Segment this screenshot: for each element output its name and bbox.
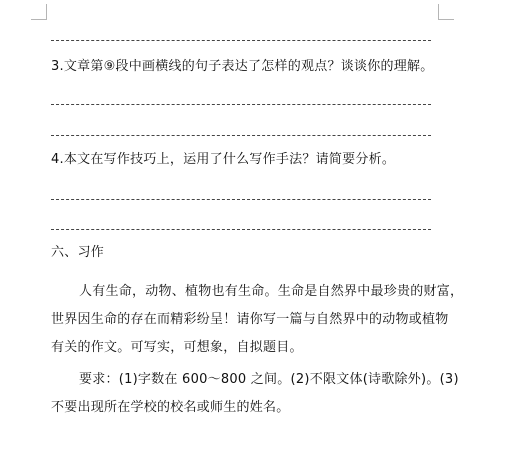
question-4-text: 4.本文在写作技巧上，运用了什么写作手法？请简要分析。 bbox=[51, 152, 396, 167]
answer-line-3 bbox=[51, 135, 431, 136]
requirements-line-1: 要求：(1)字数在 600～800 之间。(2)不限文体(诗歌除外)。(3) bbox=[79, 372, 459, 387]
answer-line-1 bbox=[51, 40, 431, 41]
essay-prompt-line-3: 有关的作文。可写实，可想象，自拟题目。 bbox=[51, 340, 303, 355]
answer-line-2 bbox=[51, 104, 431, 105]
page-corner-mark-right bbox=[438, 4, 454, 20]
page-corner-mark-left bbox=[31, 4, 47, 20]
essay-prompt-line-2: 世界因生命的存在而精彩纷呈！请你写一篇与自然界中的动物或植物 bbox=[51, 312, 449, 327]
question-3-text: 3.文章第⑨段中画横线的句子表达了怎样的观点？谈谈你的理解。 bbox=[51, 59, 434, 74]
section-6-title: 六、习作 bbox=[51, 245, 105, 260]
requirements-line-2: 不要出现所在学校的校名或师生的姓名。 bbox=[51, 400, 290, 415]
answer-line-4 bbox=[51, 199, 431, 200]
essay-prompt-line-1: 人有生命，动物、植物也有生命。生命是自然界中最珍贵的财富， bbox=[79, 284, 464, 299]
answer-line-5 bbox=[51, 229, 431, 230]
